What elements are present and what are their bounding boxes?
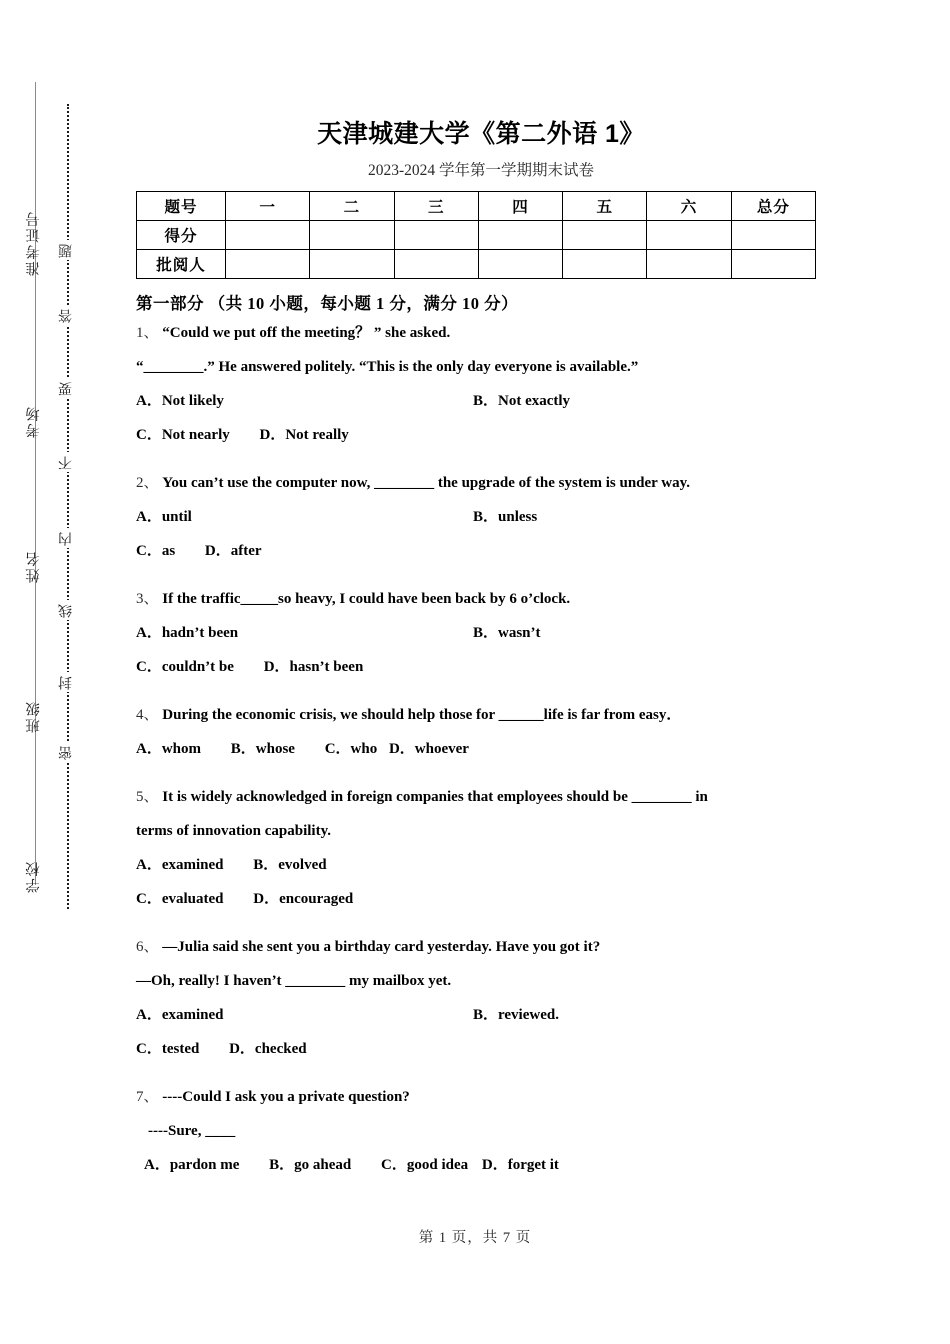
seal-word-6: 封 xyxy=(57,672,77,692)
question-2-stem-line-1 xyxy=(136,466,826,500)
score-table-header-2: 二 xyxy=(310,191,394,220)
page-subtitle: 2023-2024 学年第一学期期末试卷 xyxy=(367,161,595,179)
question-7-stem-line-2: ----Sure, ____ xyxy=(148,1122,236,1139)
seal-field-exam-room: 考场 xyxy=(26,405,42,438)
score-table-header-6: 六 xyxy=(647,191,731,220)
question-1-stem-line-1 xyxy=(136,316,826,350)
question-6-option-b[interactable]: B．reviewed. xyxy=(473,1006,559,1023)
question-2-option-b[interactable]: B．unless xyxy=(473,508,538,525)
question-4-option-b[interactable]: B．whose xyxy=(230,740,295,757)
page-title: 天津城建大学《第二外语 1》 xyxy=(317,120,645,148)
question-7-option-a[interactable]: A．pardon me xyxy=(144,1156,240,1173)
question-7-option-c[interactable]: C．good idea xyxy=(381,1156,469,1173)
question-7-stem-line-1 xyxy=(136,1080,826,1114)
question-1-stem-line-2: “________.” He answered politely. “This is the only day everyone is available.” xyxy=(136,358,639,375)
reviewer-cell[interactable] xyxy=(647,249,731,278)
score-table-header-total: 总分 xyxy=(731,191,815,220)
score-cell[interactable] xyxy=(394,220,478,249)
question-7-option-b[interactable]: B．go ahead xyxy=(269,1156,352,1173)
question-5-option-b[interactable]: B．evolved xyxy=(253,856,327,873)
exam-page-body xyxy=(136,0,826,1182)
question-5-stem-line-2: terms of innovation capability. xyxy=(136,822,332,839)
reviewer-cell[interactable] xyxy=(310,249,394,278)
question-1-options-ab xyxy=(136,384,826,418)
question-1-option-a[interactable]: A．Not likely xyxy=(136,392,224,409)
question-4-stem-line-1 xyxy=(136,698,826,732)
question-7 xyxy=(136,1080,826,1182)
seal-word-7: 密 xyxy=(57,742,77,762)
reviewer-cell[interactable] xyxy=(478,249,562,278)
seal-field-class: 班级 xyxy=(26,700,42,733)
score-row-label-score: 得分 xyxy=(137,220,226,249)
seal-field-admission-number: 准考证号 xyxy=(26,210,42,276)
question-3-option-d[interactable]: D．hasn’t been xyxy=(263,658,364,675)
question-5-text: It is widely acknowledged in foreign companies that employees should be ________ in xyxy=(162,788,708,805)
question-6-stem-line-1 xyxy=(136,930,826,964)
score-table-header-1: 一 xyxy=(226,191,310,220)
score-row-label-reviewer: 批阅人 xyxy=(137,249,226,278)
question-5-stem-line-1 xyxy=(136,780,826,814)
question-6-stem-line-2: —Oh, really! I haven’t ________ my mailbox yet. xyxy=(136,972,452,989)
question-1-option-d[interactable]: D．Not really xyxy=(259,426,349,443)
question-5-option-c[interactable]: C．evaluated xyxy=(136,890,224,907)
question-1-options-cd xyxy=(136,418,826,452)
question-6-number: 6、 xyxy=(136,938,159,955)
table-row-header xyxy=(137,191,816,220)
question-2-options-ab xyxy=(136,500,826,534)
question-4-option-d[interactable]: D．whoever xyxy=(388,740,469,757)
question-5-number: 5、 xyxy=(136,788,159,805)
seal-field-name: 姓名 xyxy=(26,550,42,583)
question-3-stem-line-1 xyxy=(136,582,826,616)
seal-word-3: 不 xyxy=(57,452,77,472)
question-5-options-ab xyxy=(136,848,826,882)
question-5-option-a[interactable]: A．examined xyxy=(136,856,224,873)
question-1-text: “Could we put off the meeting？ ” she asked. xyxy=(162,324,451,341)
question-1-option-b[interactable]: B．Not exactly xyxy=(473,392,571,409)
score-cell[interactable] xyxy=(731,220,815,249)
score-cell[interactable] xyxy=(478,220,562,249)
question-4-text: During the economic crisis, we should help those for ______life is far from easy． xyxy=(162,706,682,723)
seal-word-4: 内 xyxy=(57,528,77,548)
question-6-option-a[interactable]: A．examined xyxy=(136,1006,224,1023)
question-7-option-d[interactable]: D．forget it xyxy=(481,1156,559,1173)
score-table xyxy=(136,191,816,279)
question-1 xyxy=(136,316,826,452)
reviewer-cell[interactable] xyxy=(394,249,478,278)
question-6 xyxy=(136,930,826,1066)
question-3-option-c[interactable]: C．couldn’t be xyxy=(136,658,234,675)
seal-word-2: 要 xyxy=(57,378,77,398)
question-2-text: You can’t use the computer now, ________ the upgrade of the system is under way. xyxy=(162,474,691,491)
page-footer: 第 1 页，共 7 页 xyxy=(418,1230,532,1246)
seal-dotted-line xyxy=(67,104,69,909)
seal-field-school: 学校 xyxy=(26,860,42,893)
question-5 xyxy=(136,780,826,916)
question-2-option-a[interactable]: A．until xyxy=(136,508,192,525)
question-6-text: —Julia said she sent you a birthday card yesterday. Have you got it? xyxy=(162,938,601,955)
question-4-option-a[interactable]: A．whom xyxy=(136,740,202,757)
question-2-options-cd xyxy=(136,534,826,568)
score-cell[interactable] xyxy=(310,220,394,249)
seal-word-5: 线 xyxy=(57,600,77,620)
question-5-options-cd xyxy=(136,882,826,916)
score-table-header-3: 三 xyxy=(394,191,478,220)
question-3-text: If the traffic_____so heavy, I could have been back by 6 o’clock. xyxy=(162,590,571,607)
question-6-option-d[interactable]: D．checked xyxy=(229,1040,307,1057)
question-2-option-d[interactable]: D．after xyxy=(204,542,262,559)
question-3-options-ab xyxy=(136,616,826,650)
question-3 xyxy=(136,582,826,684)
seal-solid-line xyxy=(35,82,36,885)
seal-word-0: 题 xyxy=(57,240,77,260)
table-row xyxy=(137,249,816,278)
section-heading-part-1: 第一部分 （共 10 小题，每小题 1 分，满分 10 分） xyxy=(136,293,519,313)
score-cell[interactable] xyxy=(563,220,647,249)
question-2 xyxy=(136,466,826,568)
question-6-options-ab xyxy=(136,998,826,1032)
score-table-header-label: 题号 xyxy=(137,191,226,220)
question-3-options-cd xyxy=(136,650,826,684)
question-4-option-c[interactable]: C．who xyxy=(324,740,378,757)
question-5-option-d[interactable]: D．encouraged xyxy=(253,890,354,907)
reviewer-cell[interactable] xyxy=(226,249,310,278)
question-7-text: ----Could I ask you a private question? xyxy=(162,1088,410,1105)
question-7-number: 7、 xyxy=(136,1088,159,1105)
score-cell[interactable] xyxy=(226,220,310,249)
question-2-number: 2、 xyxy=(136,474,159,491)
question-1-option-c[interactable]: C．Not nearly xyxy=(136,426,230,443)
table-row xyxy=(137,220,816,249)
question-3-option-b[interactable]: B．wasn’t xyxy=(473,624,541,641)
question-1-number: 1、 xyxy=(136,324,159,341)
score-table-header-5: 五 xyxy=(563,191,647,220)
question-4-number: 4、 xyxy=(136,706,159,723)
reviewer-cell[interactable] xyxy=(563,249,647,278)
score-table-header-4: 四 xyxy=(478,191,562,220)
question-2-option-c[interactable]: C．as xyxy=(136,542,176,559)
seal-word-1: 答 xyxy=(57,305,77,325)
sealing-margin xyxy=(0,0,110,1344)
question-7-options xyxy=(136,1148,826,1182)
question-3-option-a[interactable]: A．hadn’t been xyxy=(136,624,239,641)
question-3-number: 3、 xyxy=(136,590,159,607)
question-6-options-cd xyxy=(136,1032,826,1066)
score-cell[interactable] xyxy=(647,220,731,249)
question-4 xyxy=(136,698,826,766)
reviewer-cell[interactable] xyxy=(731,249,815,278)
question-6-option-c[interactable]: C．tested xyxy=(136,1040,200,1057)
question-4-options xyxy=(136,732,826,766)
